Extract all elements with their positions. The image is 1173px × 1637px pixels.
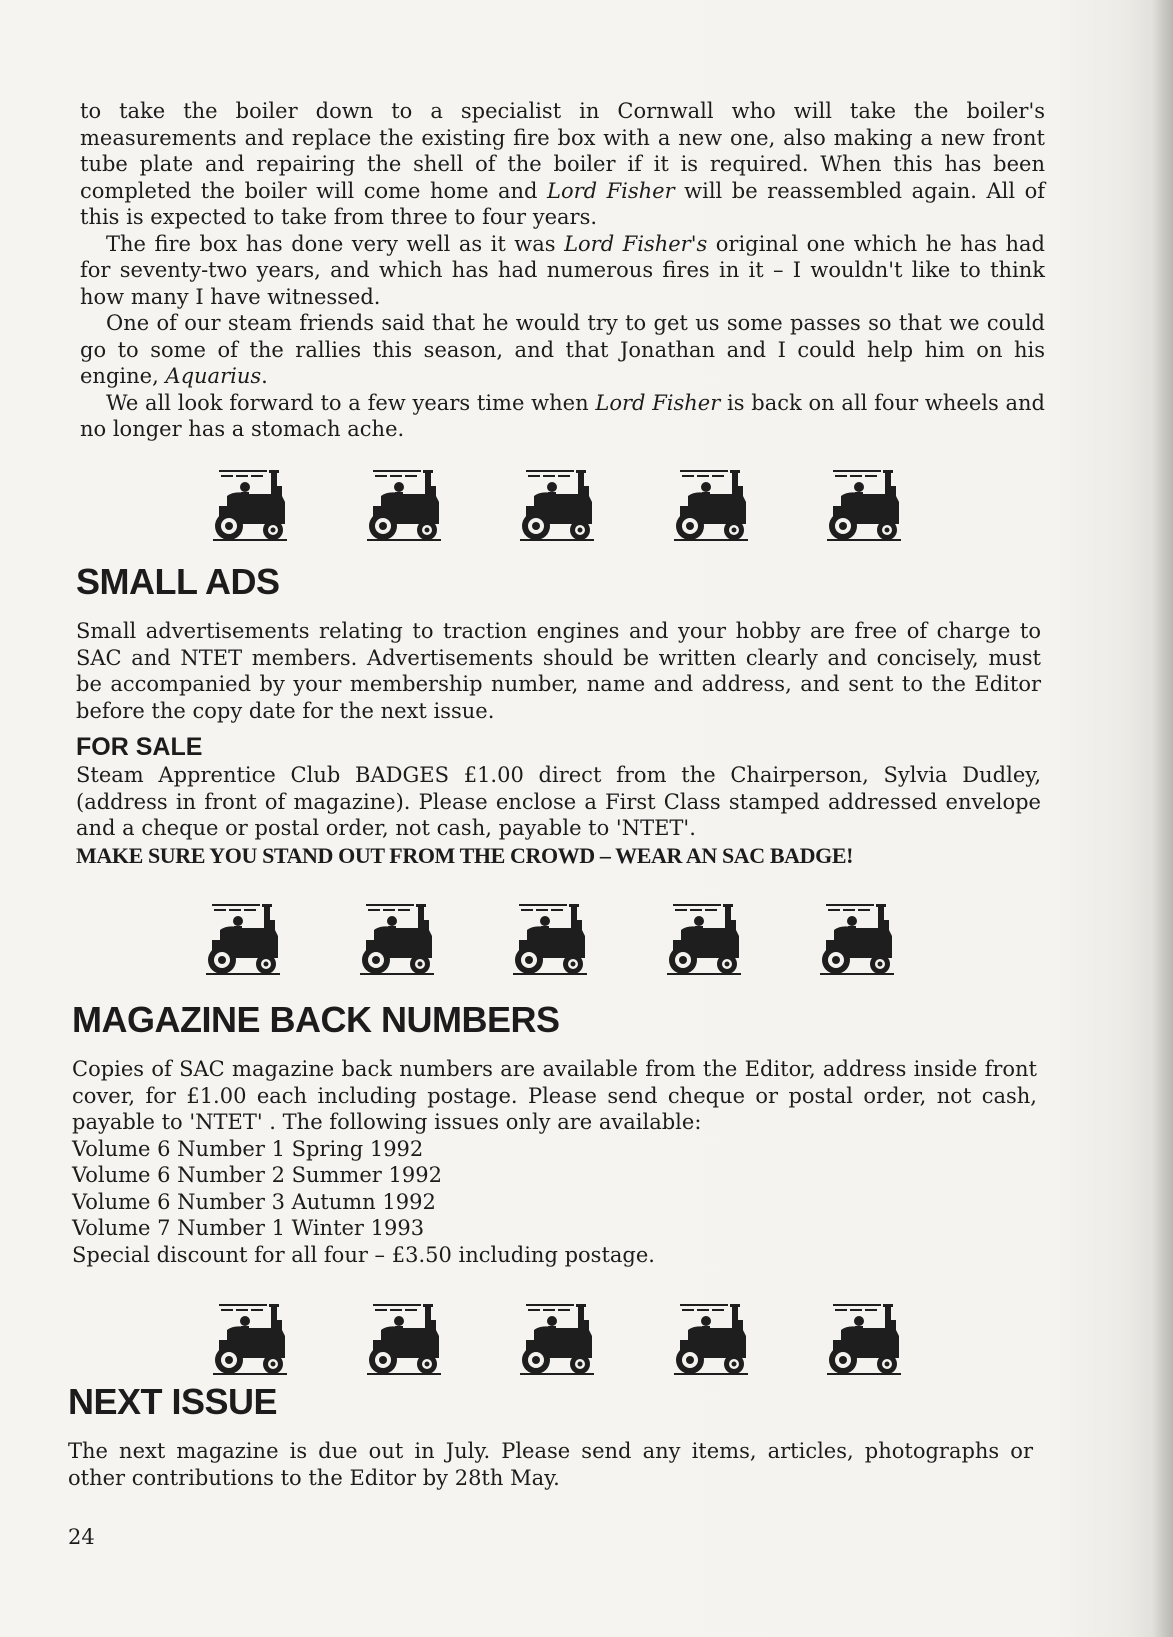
traction-engine-icon	[512, 468, 598, 542]
small-ads-body: Small advertisements relating to traction engines and your hobby are free of charge to SAC and NTET members. Advertisements should be written clearly and concisely, must be accompanied by your membership number, name and address, and sent to the Editor before the copy date for the next issue.	[76, 619, 1041, 723]
traction-engine-icon	[359, 1302, 445, 1376]
engine-ornament-row	[205, 1302, 905, 1376]
engine-ornament-row	[198, 902, 898, 976]
small-ads-section	[76, 562, 1041, 869]
issue-list-item: Volume 6 Number 2 Summer 1992	[72, 1163, 442, 1187]
traction-engine-icon	[512, 1302, 598, 1376]
traction-engine-icon	[819, 468, 905, 542]
for-sale-heading: FOR SALE	[76, 733, 203, 761]
traction-engine-icon	[666, 468, 752, 542]
traction-engine-icon	[352, 902, 438, 976]
next-issue-section	[68, 1382, 1033, 1491]
engine-name: Aquarius	[165, 364, 262, 388]
engine-name: Lord Fisher	[595, 390, 721, 415]
page-binding-edge	[1151, 0, 1173, 1637]
engine-name: Lord Fisher's	[564, 231, 708, 256]
for-sale-body: Steam Apprentice Club BADGES £1.00 direct from the Chairperson, Sylvia Dudley, (address in front of magazine). Please enclose a First Class stamped addressed envelope and a cheque or postal order, not cash, payable to 'NTET'.	[76, 763, 1041, 840]
article-paragraph-2: The fire box has done very well as it was Lord Fisher's original one which he has had for seventy-two years, and which has had numerous fires in it – I wouldn't like to think how many I have witnessed.	[80, 231, 1045, 309]
next-issue-body: The next magazine is due out in July. Please send any items, articles, photographs or other contributions to the Editor by 28th May.	[68, 1439, 1033, 1490]
back-numbers-heading: MAGAZINE BACK NUMBERS	[72, 999, 560, 1040]
badge-slogan: MAKE SURE YOU STAND OUT FROM THE CROWD – WEAR AN SAC BADGE!	[76, 842, 854, 868]
issue-list-item: Volume 6 Number 3 Autumn 1992	[72, 1189, 436, 1214]
discount-offer: Special discount for all four – £3.50 including postage.	[72, 1242, 655, 1267]
traction-engine-icon	[666, 1302, 752, 1376]
traction-engine-icon	[205, 468, 291, 542]
back-numbers-section	[72, 1000, 1037, 1268]
traction-engine-icon	[819, 1302, 905, 1376]
issue-list-item: Volume 6 Number 1 Spring 1992	[72, 1136, 424, 1161]
engine-name: Lord Fisher	[547, 178, 675, 203]
traction-engine-icon	[359, 468, 445, 542]
article-paragraph-4: We all look forward to a few years time when Lord Fisher is back on all four wheels and no longer has a stomach ache.	[80, 390, 1045, 441]
traction-engine-icon	[205, 1302, 291, 1376]
traction-engine-icon	[812, 902, 898, 976]
small-ads-heading: SMALL ADS	[76, 561, 280, 602]
back-numbers-body: Copies of SAC magazine back numbers are available from the Editor, address inside front cover, for £1.00 each including postage. Please send cheque or postal order, not cash, payable to 'NTET' . The following issues only are available:	[72, 1057, 1037, 1134]
article-paragraph-3: One of our steam friends said that he would try to get us some passes so that we could go to some of the rallies this season, and that Jonathan and I could help him on his engine, Aquarius.	[80, 311, 1045, 388]
article-continuation	[80, 98, 1045, 443]
next-issue-heading: NEXT ISSUE	[68, 1381, 278, 1422]
traction-engine-icon	[198, 902, 284, 976]
issue-list-item: Volume 7 Number 1 Winter 1993	[72, 1216, 425, 1240]
traction-engine-icon	[505, 902, 591, 976]
article-paragraph-1: to take the boiler down to a specialist in Cornwall who will take the boiler's measurements and replace the existing fire box with a new one, also making a new front tube plate and repairing the shell of the boiler if it is required. When this has been completed the boiler will come home and Lord Fisher will be reassembled again. All of this is expected to take from three to four years.	[80, 99, 1045, 229]
traction-engine-icon	[659, 902, 745, 976]
page-number: 24	[68, 1525, 95, 1549]
engine-ornament-row	[205, 468, 905, 542]
